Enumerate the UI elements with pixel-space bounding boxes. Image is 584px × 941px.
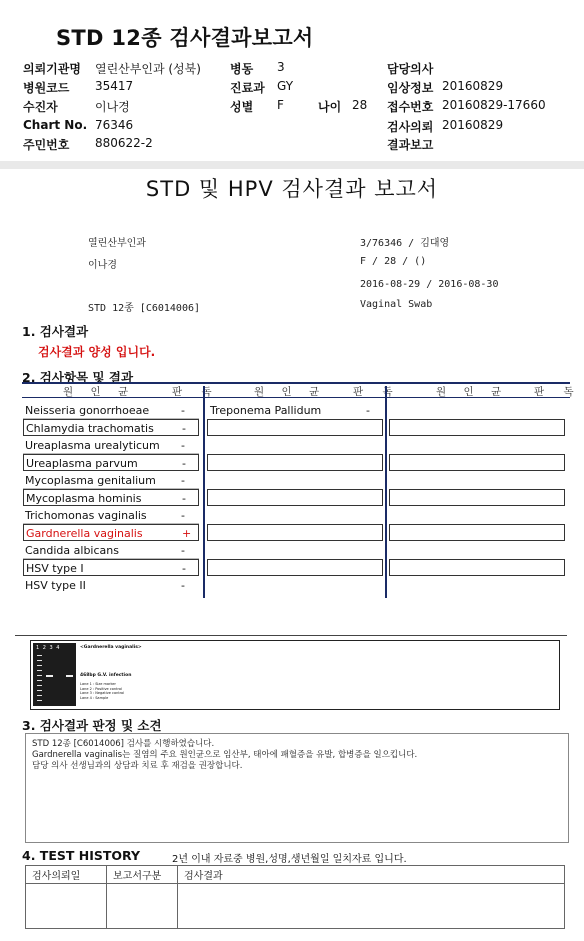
gel-lanes: 1 2 3 4 xyxy=(36,645,61,651)
table-row: Trichomonas vaginalis - xyxy=(23,507,199,524)
empty-cell xyxy=(207,419,383,436)
table-row: Mycoplasma hominis - xyxy=(23,489,199,506)
history-col-date: 검사의뢰일 xyxy=(26,866,107,884)
col-pathogen-3: 원 인 균 xyxy=(436,386,509,398)
comment-line: Gardnerella vaginalis는 질염의 주요 원인균으로 임산부, 태아에 패혈증을 유발, 합병증을 일으킵니다. xyxy=(32,750,418,760)
field-label: 병원코드 xyxy=(23,81,70,95)
empty-cell xyxy=(207,454,383,471)
dates: 2016-08-29 / 2016-08-30 xyxy=(360,279,499,290)
history-note: 2년 이내 자료중 병원,성명,생년월일 일치자료 입니다. xyxy=(172,854,407,865)
col-pathogen-1: 원 인 균 xyxy=(63,386,136,398)
result-summary: 검사결과 양성 입니다. xyxy=(38,345,156,359)
header-block xyxy=(0,0,584,165)
history-empty-row xyxy=(26,884,565,929)
table-row: HSV type I - xyxy=(23,559,199,576)
field-label: 결과보고 xyxy=(387,138,434,152)
field-value: 880622-2 xyxy=(95,136,153,150)
field-label: 검사의뢰 xyxy=(387,120,434,134)
gel-image xyxy=(33,643,76,706)
sex-age: F / 28 / () xyxy=(360,256,427,267)
gel-legend: Lane 1 : Size marker Lane 2 : Positive control Lane 3 : Negative control Lane 4 : Sample xyxy=(80,682,125,700)
empty-cell xyxy=(207,524,383,541)
test-code: STD 12종 [C6014006] xyxy=(88,303,201,314)
specimen: Vaginal Swab xyxy=(360,299,433,310)
section-4-title: 4. TEST HISTORY xyxy=(22,848,141,863)
empty-cell xyxy=(207,559,383,576)
table-row: Chlamydia trachomatis - xyxy=(23,419,199,436)
field-label: Chart No. xyxy=(23,118,88,132)
field-label: 접수번호 xyxy=(387,100,434,114)
field-label: 나이 xyxy=(318,100,342,114)
empty-cell xyxy=(389,419,565,436)
field-value: 이나경 xyxy=(95,100,130,114)
field-value: 35417 xyxy=(95,79,134,93)
field-value: 76346 xyxy=(95,118,134,132)
patient-name: 이나경 xyxy=(88,260,117,271)
field-label: 성별 xyxy=(230,100,254,114)
empty-cell xyxy=(207,489,383,506)
field-value: 20160829 xyxy=(442,79,504,93)
empty-cell xyxy=(389,489,565,506)
comment-line: STD 12종 [C6014006] 검사를 시행하였습니다. xyxy=(32,739,215,749)
col-judge-2: 판 독 xyxy=(353,386,401,398)
column-divider xyxy=(203,386,205,598)
history-table xyxy=(25,865,565,929)
field-label: 담당의사 xyxy=(387,62,434,76)
col-pathogen-2: 원 인 균 xyxy=(254,386,327,398)
history-col-type: 보고서구분 xyxy=(107,866,178,884)
page-bottom xyxy=(0,932,584,941)
field-value: 3 xyxy=(277,60,285,74)
field-label: 임상정보 xyxy=(387,81,434,95)
gel-caption: <Gardnerella vaginalis> xyxy=(80,645,142,650)
empty-cell xyxy=(389,524,565,541)
empty-cell xyxy=(389,559,565,576)
table-row: Ureaplasma urealyticum - xyxy=(23,437,199,454)
chart-doctor: 3/76346 / 김대영 xyxy=(360,238,450,249)
table-row: Ureaplasma parvum - xyxy=(23,454,199,471)
table-row: Mycoplasma genitalium - xyxy=(23,472,199,489)
col-judge-1: 판 독 xyxy=(172,386,220,398)
band xyxy=(66,675,73,677)
field-label: 주민번호 xyxy=(23,138,70,152)
field-value: 열린산부인과 (성북) xyxy=(95,62,201,76)
field-value: F xyxy=(277,98,284,112)
column-divider xyxy=(385,386,387,598)
table-row: Neisseria gonorrhoeae - xyxy=(23,402,199,419)
clinic-name: 열린산부인과 xyxy=(88,238,146,249)
divider xyxy=(15,635,567,636)
header-separator xyxy=(0,161,584,169)
gel-band-label: 468bp G.V. infection xyxy=(80,673,132,678)
table-row: Candida albicans - xyxy=(23,542,199,559)
field-label: 수진자 xyxy=(23,100,58,114)
section-1-title: 1. 검사결과 xyxy=(22,324,89,339)
history-col-result: 검사결과 xyxy=(178,866,565,884)
page-title: STD 12종 검사결과보고서 xyxy=(56,26,314,50)
history-header-row xyxy=(26,866,565,884)
comment-line: 담당 의사 선생님과의 상담과 치료 후 재검을 권장합니다. xyxy=(32,761,243,771)
field-value: 20160829 xyxy=(442,118,504,132)
table-row: HSV type II - xyxy=(25,579,185,592)
report-title: STD 및 HPV 검사결과 보고서 xyxy=(145,177,439,201)
band xyxy=(46,675,53,677)
field-label: 병동 xyxy=(230,62,254,76)
field-value: 28 xyxy=(352,98,368,112)
size-marker-ladder xyxy=(37,655,42,705)
empty-cell xyxy=(389,454,565,471)
field-label: 진료과 xyxy=(230,81,265,95)
field-label: 의뢰기관명 xyxy=(23,62,81,76)
comment-box xyxy=(25,733,569,843)
field-value: 20160829-17660 xyxy=(442,98,546,112)
section-3-title: 3. 검사결과 판정 및 소견 xyxy=(22,718,162,733)
col-judge-3: 판 독 xyxy=(534,386,582,398)
field-value: GY xyxy=(277,79,294,93)
table-row-positive: Gardnerella vaginalis + xyxy=(23,524,199,541)
table-row: Treponema Pallidum - xyxy=(210,404,370,417)
section-2-title: 2. 검사항목 및 결과 xyxy=(22,370,134,385)
